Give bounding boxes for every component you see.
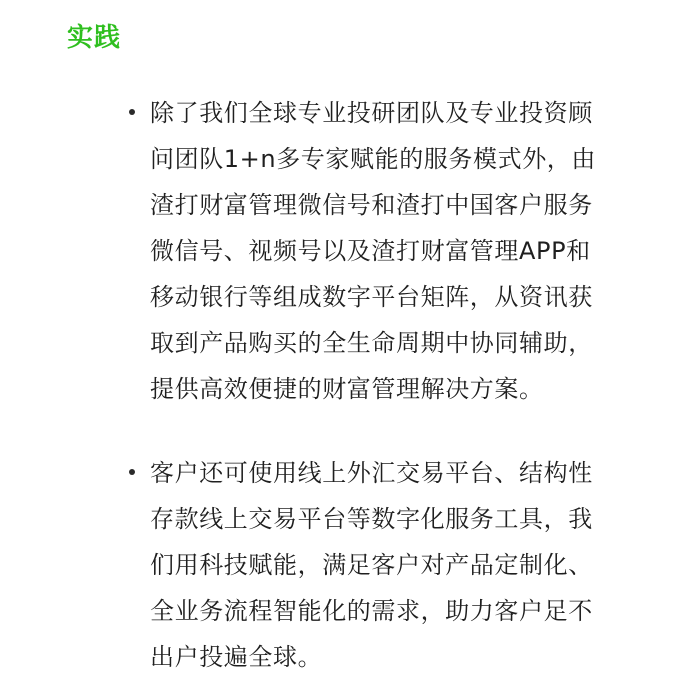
bullet-paragraph [150,450,640,680]
paragraph-line: 全业务流程智能化的需求，助力客户足不 [150,597,593,625]
bullet-dot-icon [129,469,135,475]
paragraph-line: 客户还可使用线上外汇交易平台、结构性 [150,459,593,487]
paragraph-line: 提供高效便捷的财富管理解决方案。 [150,375,544,403]
paragraph-line: 问团队1+n多专家赋能的服务模式外，由 [150,145,596,173]
section-title: 实践 [67,23,122,53]
paragraph-line: 移动银行等组成数字平台矩阵，从资讯获 [150,283,593,311]
paragraph-line: 渣打财富管理微信号和渣打中国客户服务 [150,191,593,219]
paragraph-line: 存款线上交易平台等数字化服务工具，我 [150,505,593,533]
paragraph-line: 出户投遍全球。 [150,643,323,671]
paragraph-line: 除了我们全球专业投研团队及专业投资顾 [150,99,593,127]
bullet-dot-icon [129,109,135,115]
paragraph-line: 取到产品购买的全生命周期中协同辅助， [150,329,593,357]
bullet-paragraph [150,90,640,412]
paragraph-line: 微信号、视频号以及渣打财富管理APP和 [150,237,591,265]
paragraph-line: 们用科技赋能，满足客户对产品定制化、 [150,551,593,579]
